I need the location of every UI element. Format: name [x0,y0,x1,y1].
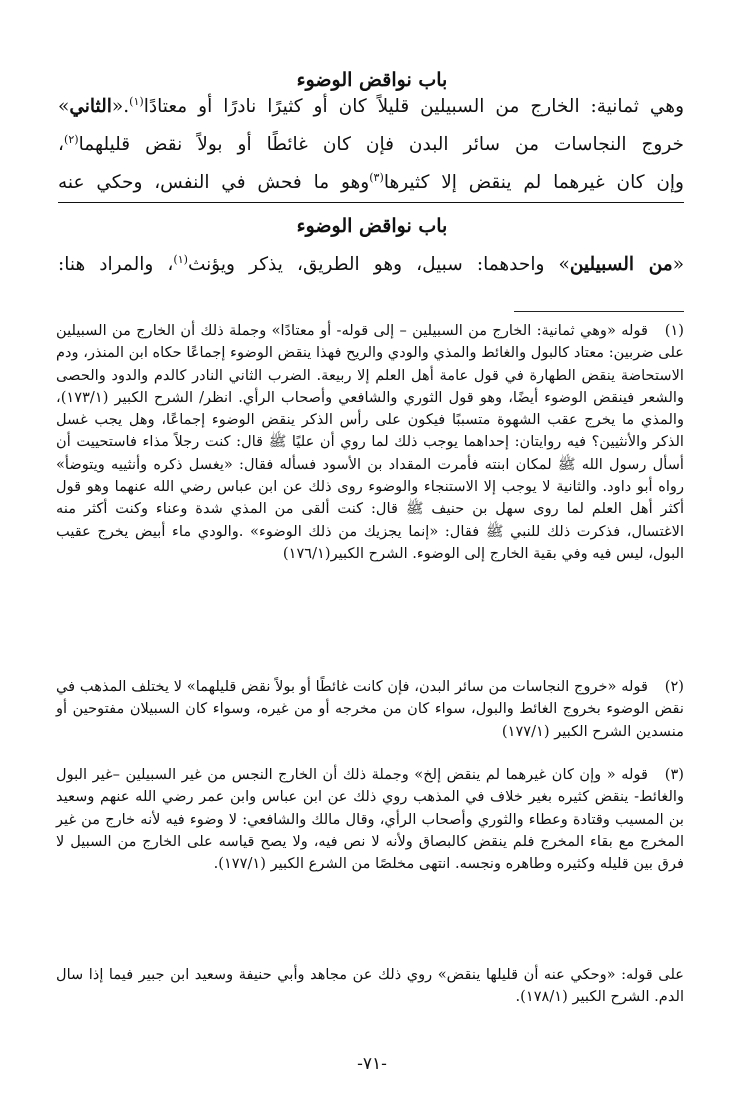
footnote-1 [56,320,684,565]
footnote-text: قوله «وهي ثمانية: الخارج من السبيلين – إلى قوله- أو معتادًا» وجملة ذلك أن الخارج من السبيلين على ضربين: معتاد كالبول والغائط والمذي والودي والريح فهذا ينقض الوضوء إجماعًا حكاه ابن المنذر، ودم الاستحاضة ينقض الطهارة في قول عامة أهل العلم إلا ربيعة. الضرب الثاني النادر كالدم والدود والحصى والشعر فينقض الوضوء أيضًا، وهو قول الثوري والشافعي وأصحاب الرأي. انظر/ الشرح الكبير (١٧٣/١)، والمذي ما يخرج عقب الشهوة متسببًا فيكون على رأس الذكر ينقض الوضوء إجماعًا، وهل يجب غسل الذكر والأنثيين؟ فيه روايتان: إحداهما يوجب ذلك لما روي أن عليًا ﷺ قال: كنت رجلاً مذاء فاستحييت أن أسأل رسول الله ﷺ لمكان ابنته فأمرت المقداد بن الأسود فسأله فقال: «يغسل ذكره وأنثييه ويتوضأ» رواه أبو داود. والثانية لا يوجب إلا الاستنجاء والوضوء روى ذلك عن ابن عباس رضي الله عنهما وهو قول أكثر أهل العلم لما روى سهل بن حنيف ﷺ قال: كنت ألقى من المذي شدة وعناء وكنت أكثر منه الاغتسال، فذكرت ذلك للنبي ﷺ فقال: «إنما يجزيك من ذلك الوضوء» .والودي ماء أبيض يخرج عقيب البول، ليس فيه وفي بقية الخارج إلى الوضوء. الشرح الكبير(١٧٦/١) [56,322,684,562]
chapter-heading-main: باب نواقض الوضوء [296,69,448,91]
footnote-3 [56,764,684,875]
footnote-note [56,964,684,1009]
main-text-line-1 [58,92,684,122]
footnote-ref-2: (٢) [63,132,79,146]
main-text-1a: وهي ثمانية: الخارج من السبيلين قليلاً كان أو كثيرًا نادرًا أو معتادًا [143,96,684,117]
commentary-quote-open: « [672,254,684,275]
main-text-line-2 [58,130,684,160]
footnote-number: (٣) [664,766,684,783]
main-text-1b: .« [111,96,130,117]
keyword-second: الثاني [69,96,112,117]
commentary-tail: ، والمراد هنا: [58,254,174,275]
footnote-2 [56,676,684,743]
main-text-1d: » [58,96,70,117]
main-text-line-3 [58,168,684,198]
footnote-ref-1: (١) [129,94,144,108]
footnote-text: على قوله: «وحكي عنه أن قليلها ينقض» روي ذلك عن مجاهد وأبي حنيفة وسعيد ابن جبير فيما إذا سال الدم. الشرح الكبير (١٧٨/١). [56,966,684,1006]
main-text-2a: خروج النجاسات من سائر البدن فإن كان غائطًا أو بولاً نقض قليلهما [78,134,684,155]
page-number: -٧١- [357,1054,387,1074]
keyword-two-paths: من السبيلين [569,254,673,275]
footnote-ref-commentary: (١) [173,252,188,266]
main-text-3b: وهو ما فحش في النفس، وحكي عنه [58,172,370,193]
commentary-line [58,250,684,280]
commentary-text: » واحدهما: سبيل، وهو الطريق، يذكر ويؤنث [187,254,570,275]
chapter-heading-commentary: باب نواقض الوضوء [296,215,448,237]
footnote-number: (٢) [664,678,684,695]
main-text-3a: وإن كان غيرهما لم ينقض إلا كثيرها [383,172,684,193]
footnote-number: (١) [664,322,684,339]
footnote-rule [514,311,684,312]
separator-rule [58,202,684,203]
footnote-ref-3: (٣) [369,170,384,184]
footnote-text: قوله «خروج النجاسات من سائر البدن، فإن كانت غائطًا أو بولاً نقض قليلهما» لا يختلف المذهب في نقض الوضوء بخروج الغائط والبول، سواء كان من مخرجه أو من غيره، وسواء كان السبيلان مفتوحين أو منسدين الشرح الكبير (١٧٧/١) [56,678,684,740]
footnote-text: قوله « وإن كان غيرهما لم ينقض إلخ» وجملة ذلك أن الخارج النجس من غير السبيلين –غير البول والغائط- ينقض كثيره بغير خلاف في المذهب روي ذلك عن ابن عباس وابن عمر رضي الله عنهم وسعيد بن المسيب وقتادة وعطاء والثوري وأصحاب الرأي، وقال مالك والشافعي: لا وضوء فيه لأنه خارج من غير المخرج مع بقاء المخرج فلم ينقض كالبصاق ولأنه لا نص فيه، ولا يصح قياسه على الخارج من السبيل لا فرق بين قليله وكثيره وطاهره ونجسه. انتهى مخلصًا من الشرع الكبير (١٧٧/١). [56,766,684,873]
main-text-2b: ، [58,134,64,155]
